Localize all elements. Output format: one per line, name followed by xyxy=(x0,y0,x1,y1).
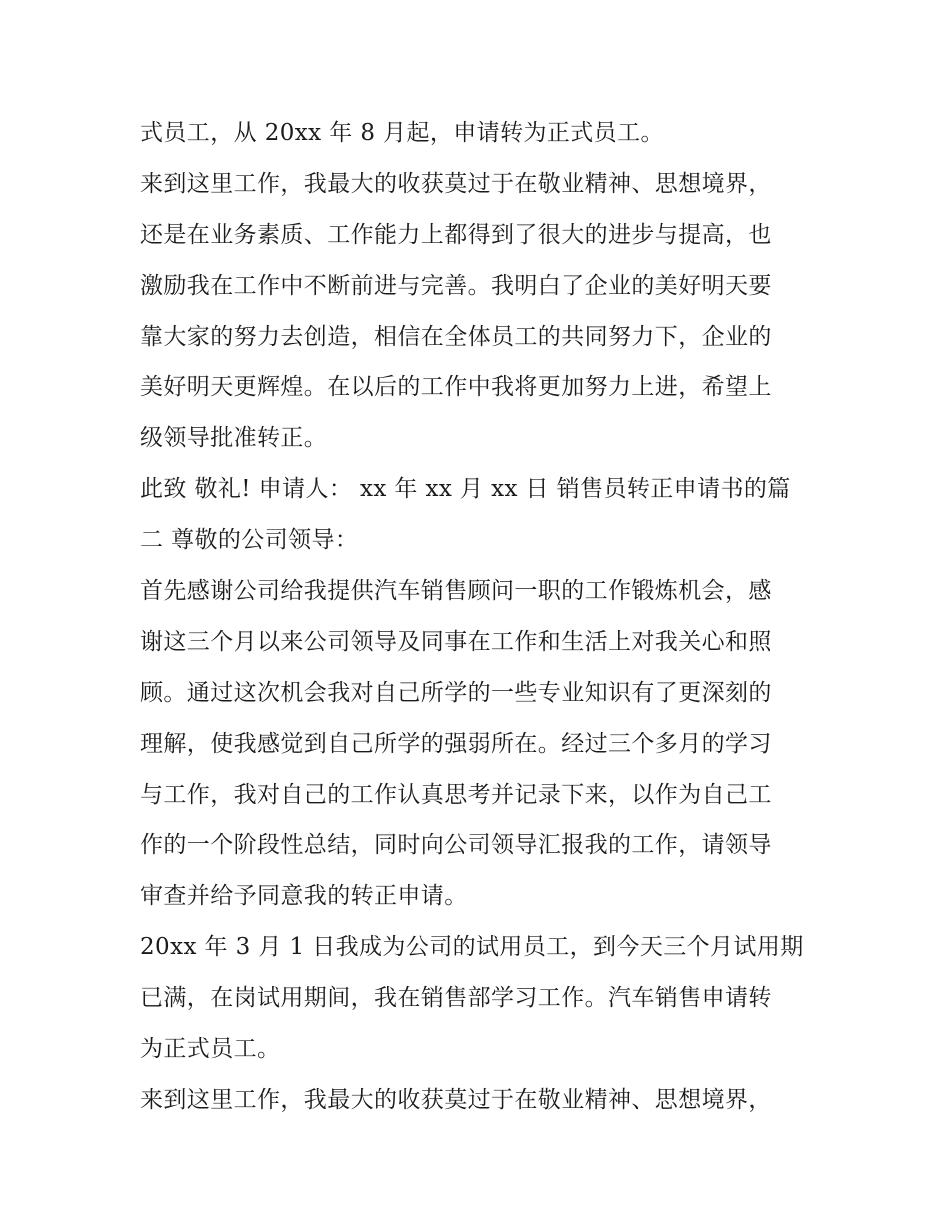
text-line: 已满，在岗试用期间，我在销售部学习工作。汽车销售申请转 xyxy=(140,985,772,1012)
text-line: 与工作，我对自己的工作认真思考并记录下来，以作为自己工 xyxy=(140,781,772,808)
text-line: 来到这里工作，我最大的收获莫过于在敬业精神、思想境界， xyxy=(140,170,772,197)
text-line: 级领导批准转正。 xyxy=(140,425,328,452)
text-line: 美好明天更辉煌。在以后的工作中我将更加努力上进，希望上 xyxy=(140,374,772,401)
text-line: 作的一个阶段性总结，同时向公司领导汇报我的工作，请领导 xyxy=(140,832,772,859)
text-line: 靠大家的努力去创造，相信在全体员工的共同努力下，企业的 xyxy=(140,323,772,350)
text-line: 激励我在工作中不断前进与完善。我明白了企业的美好明天要 xyxy=(140,272,772,299)
text-line: 式员工，从 20xx 年 8 月起，申请转为正式员工。 xyxy=(140,120,664,146)
text-line: 来到这里工作，我最大的收获莫过于在敬业精神、思想境界， xyxy=(140,1086,772,1113)
text-line: 理解，使我感觉到自己所学的强弱所在。经过三个多月的学习 xyxy=(140,730,772,757)
text-line: 还是在业务素质、工作能力上都得到了很大的进步与提高，也 xyxy=(140,221,772,248)
text-line: 20xx 年 3 月 1 日我成为公司的试用员工，到今天三个月试用期 xyxy=(140,934,804,961)
text-line: 首先感谢公司给我提供汽车销售顾问一职的工作锻炼机会，感 xyxy=(140,578,772,605)
text-line: 为正式员工。 xyxy=(140,1036,281,1063)
text-line: 二 尊敬的公司领导： xyxy=(140,527,359,554)
text-line: 审查并给予同意我的转正申请。 xyxy=(140,883,468,910)
document-body xyxy=(140,108,820,1126)
text-line: 此致 敬礼! 申请人： xx 年 xx 月 xx 日 销售员转正申请书的篇 xyxy=(140,476,791,503)
text-line: 谢这三个月以来公司领导及同事在工作和生活上对我关心和照 xyxy=(140,628,772,655)
text-line: 顾。通过这次机会我对自己所学的一些专业知识有了更深刻的 xyxy=(140,679,772,706)
